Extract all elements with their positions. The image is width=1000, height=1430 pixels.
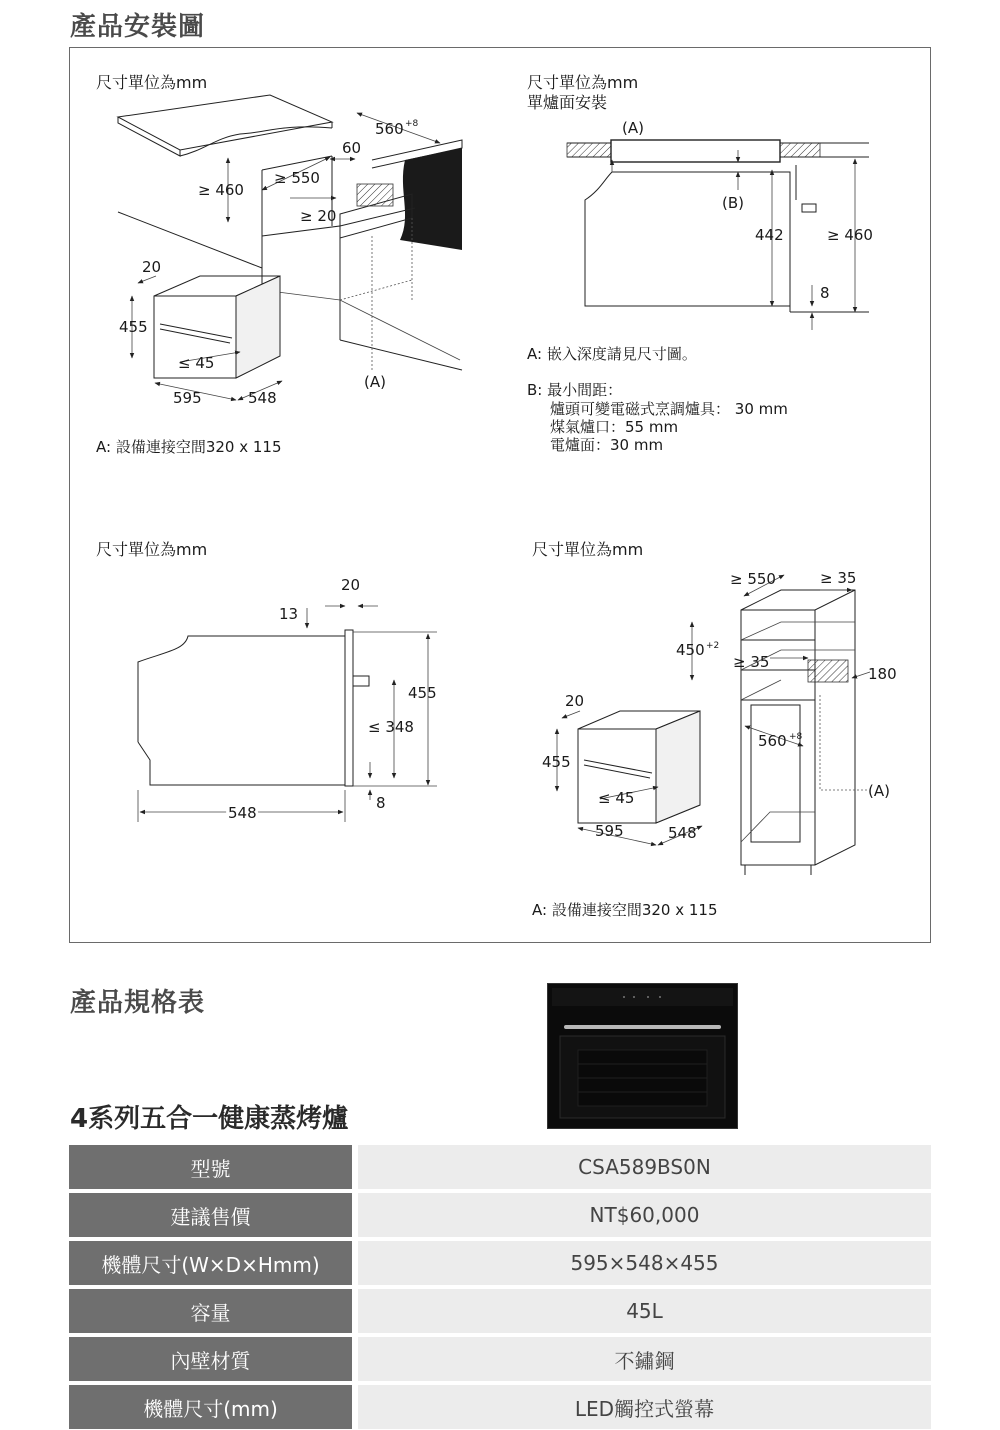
d1-dim-595: 595 bbox=[173, 389, 202, 407]
spec-value: 45L bbox=[358, 1289, 931, 1333]
spec-row-model bbox=[69, 1145, 931, 1189]
product-image bbox=[547, 983, 738, 1129]
d2-note-a: A: 嵌入深度請見尺寸圖。 bbox=[527, 345, 697, 363]
d1-dim-560: 560 bbox=[375, 120, 404, 138]
d2-subtitle: 單爐面安裝 bbox=[527, 93, 608, 112]
spec-row-display bbox=[69, 1385, 931, 1429]
spec-key: 型號 bbox=[69, 1145, 352, 1189]
d1-dim-550: ≥ 550 bbox=[274, 169, 320, 187]
drawing-2 bbox=[527, 73, 873, 454]
spec-row-interior bbox=[69, 1337, 931, 1381]
d4-dim-560: 560 bbox=[758, 732, 787, 750]
spec-key: 機體尺寸(mm) bbox=[69, 1385, 352, 1429]
d2-label-b: (B) bbox=[722, 194, 744, 212]
product-name: 4系列五合一健康蒸烤爐 bbox=[70, 1104, 349, 1134]
d4-dim-450-tol: +2 bbox=[706, 641, 720, 651]
d4-unit-label: 尺寸單位為mm bbox=[532, 540, 644, 559]
d1-dim-548: 548 bbox=[248, 389, 277, 407]
spec-value: CSA589BS0N bbox=[358, 1145, 931, 1189]
oven-front-illustration bbox=[548, 984, 737, 1128]
d4-dim-455: 455 bbox=[542, 753, 571, 771]
d4-dim-20: 20 bbox=[565, 692, 585, 710]
d2-label-a: (A) bbox=[622, 119, 644, 137]
spec-key: 建議售價 bbox=[69, 1193, 352, 1237]
d4-dim-548: 548 bbox=[668, 824, 697, 842]
d3-dim-455: 455 bbox=[408, 684, 437, 702]
spec-row-dimensions bbox=[69, 1241, 931, 1285]
d2-note-b-title: B: 最小間距： bbox=[527, 381, 623, 399]
d2-dim-8: 8 bbox=[820, 284, 830, 302]
d4-dim-560-tol: +8 bbox=[789, 732, 803, 742]
d2-note-b-line-3: 電爐面：30 mm bbox=[550, 436, 664, 454]
d1-note: A: 設備連接空間320 x 115 bbox=[96, 438, 282, 456]
d2-dim-442: 442 bbox=[755, 226, 784, 244]
d3-dim-13: 13 bbox=[279, 605, 299, 623]
d4-dim-180: 180 bbox=[868, 665, 897, 683]
spec-row-price bbox=[69, 1193, 931, 1237]
spec-value: 595×548×455 bbox=[358, 1241, 931, 1285]
d4-dim-450: 450 bbox=[676, 641, 705, 659]
d1-dim-560-tol: +8 bbox=[405, 119, 419, 129]
d3-dim-20: 20 bbox=[341, 576, 361, 594]
d1-dim-20: 20 bbox=[142, 258, 162, 276]
d1-unit-label: 尺寸單位為mm bbox=[96, 73, 208, 92]
spec-value: LED觸控式螢幕 bbox=[358, 1385, 931, 1429]
d2-note-b-line-2: 煤氣爐口：55 mm bbox=[550, 418, 679, 436]
d1-dim-455: 455 bbox=[119, 318, 148, 336]
d4-dim-45: ≤ 45 bbox=[598, 789, 635, 807]
spec-row-capacity bbox=[69, 1289, 931, 1333]
spec-key: 容量 bbox=[69, 1289, 352, 1333]
d1-dim-460: ≥ 460 bbox=[198, 181, 244, 199]
d4-note: A: 設備連接空間320 x 115 bbox=[532, 901, 718, 919]
d4-label-a: (A) bbox=[868, 782, 890, 800]
d3-dim-548: 548 bbox=[228, 804, 257, 822]
d1-dim-45: ≤ 45 bbox=[178, 354, 215, 372]
drawing-1 bbox=[96, 73, 462, 456]
d3-dim-348: ≤ 348 bbox=[368, 718, 414, 736]
d2-dim-460: ≥ 460 bbox=[827, 226, 873, 244]
d4-dim-35b: ≥ 35 bbox=[733, 653, 770, 671]
drawing-4 bbox=[532, 540, 897, 919]
d4-dim-550: ≥ 550 bbox=[730, 570, 776, 588]
install-title: 產品安裝圖 bbox=[70, 12, 206, 42]
spec-value: NT$60,000 bbox=[358, 1193, 931, 1237]
d4-dim-595: 595 bbox=[595, 822, 624, 840]
spec-title: 產品規格表 bbox=[70, 988, 206, 1018]
d2-note-b-line-1: 爐頭可變電磁式烹調爐具： 30 mm bbox=[550, 400, 788, 418]
spec-key: 機體尺寸(W×D×Hmm) bbox=[69, 1241, 352, 1285]
d2-unit-label: 尺寸單位為mm bbox=[527, 73, 639, 92]
d1-dim-20a: ≥ 20 bbox=[300, 207, 337, 225]
spec-value: 不鏽鋼 bbox=[358, 1337, 931, 1381]
d4-dim-35a: ≥ 35 bbox=[820, 569, 857, 587]
d1-dim-60: 60 bbox=[342, 139, 362, 157]
drawing-3 bbox=[96, 540, 437, 822]
spec-key: 內壁材質 bbox=[69, 1337, 352, 1381]
d3-unit-label: 尺寸單位為mm bbox=[96, 540, 208, 559]
d1-label-a: (A) bbox=[364, 373, 386, 391]
d3-dim-8: 8 bbox=[376, 794, 386, 812]
